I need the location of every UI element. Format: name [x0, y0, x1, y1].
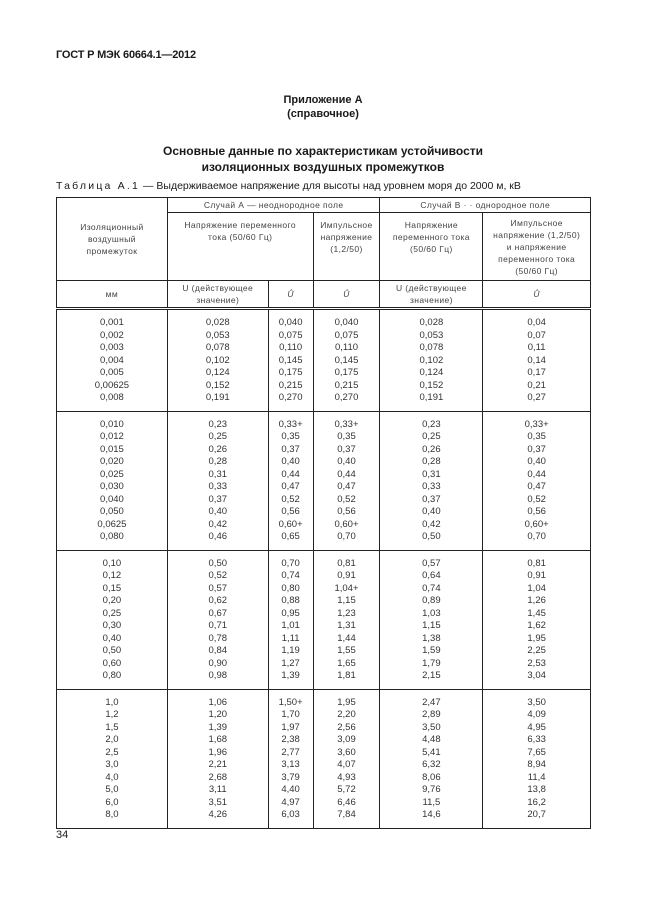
table-cell-value: 4,26: [208, 809, 228, 820]
table-cell-value: 11,4: [527, 771, 546, 783]
table-cell-value: 0,23: [422, 418, 441, 430]
table-cell-value: 0,47: [337, 481, 356, 492]
table-cell-value: 3,11: [208, 784, 227, 795]
table-cell-value: 0,080: [100, 531, 124, 542]
table-cell-value: 0,25: [422, 431, 441, 442]
table-cell-value: 0,124: [205, 367, 230, 378]
table-cell-value: 2,56: [337, 721, 356, 733]
case-b-u-peak-column: [483, 309, 591, 412]
table-cell-value: 1,70: [281, 709, 300, 720]
table-cell-value: 0,80: [102, 670, 122, 681]
table-cell-value: 0,52: [337, 493, 356, 505]
table-cell-value: 0,17: [527, 367, 546, 378]
table-cell-value: 0,075: [334, 329, 359, 341]
table-cell-value: 0,191: [205, 392, 230, 403]
table-cell-value: 0,21: [527, 379, 546, 391]
table-cell-value: 1,81: [337, 670, 356, 681]
table-cell-value: 0,020: [100, 456, 124, 467]
table-cell-value: 0,40: [102, 632, 122, 644]
table-cell-value: 2,5: [105, 746, 119, 758]
table-cell-value: 0,50: [208, 557, 228, 569]
table-cell-value: 1,23: [337, 607, 356, 619]
table-cell-value: 0,11: [527, 342, 546, 353]
table-cell-value: 0,078: [205, 342, 230, 353]
table-caption-label: Таблица А.1: [56, 180, 141, 192]
table-cell-value: 0,65: [281, 531, 300, 542]
table-cell-value: 0,70: [337, 531, 356, 542]
table-cell-value: 7,84: [337, 809, 356, 820]
table-cell-value: 1,44: [337, 632, 356, 644]
table-cell-value: 3,50: [527, 696, 546, 708]
table-cell-value: 0,23: [208, 418, 228, 430]
case-a-u-peak-impulse-column: [313, 411, 380, 550]
table-cell-value: 3,13: [281, 759, 300, 770]
table-cell-value: 0,81: [527, 557, 546, 569]
table-cell-value: 0,145: [278, 354, 303, 366]
table-cell-value: 1,0: [105, 696, 119, 708]
table-cell-value: 0,28: [422, 456, 441, 467]
table-cell-value: 0,003: [100, 342, 124, 353]
case-a-u-peak-impulse-column: [313, 689, 380, 828]
table-cell-value: 0,10: [102, 557, 122, 569]
table-caption-text: — Выдерживаемое напряжение для высоты над уровнем моря до 2000 м, кВ: [140, 180, 521, 192]
table-cell-value: 5,72: [337, 784, 356, 795]
table-cell-value: 0,25: [102, 607, 122, 619]
table-cell-value: 0,91: [337, 570, 356, 581]
table-cell-value: 1,03: [422, 607, 441, 619]
table-cell-value: 6,32: [422, 759, 441, 770]
table-cell-value: 0,33+: [334, 418, 359, 430]
table-cell-value: 0,040: [278, 317, 303, 328]
table-cell-value: 1,11: [281, 632, 300, 644]
table-row-group: [57, 689, 591, 828]
table-cell-value: 0,001: [100, 317, 124, 328]
table-cell-value: 1,06: [208, 696, 228, 708]
case-b-u-peak-column: [483, 689, 591, 828]
table-cell-value: 0,0625: [97, 518, 127, 530]
case-a-u-rms-column: [167, 309, 268, 412]
table-cell-value: 1,62: [527, 620, 546, 631]
gap-column: [57, 411, 168, 550]
table-cell-value: 0,33+: [524, 418, 549, 430]
table-cell-value: 0,50: [422, 531, 441, 542]
case-a-u-peak-ac-column: [268, 689, 313, 828]
header-b-ac-voltage: Напряжение переменного тока (50/60 Гц): [380, 213, 483, 281]
case-b-u-peak-column: [483, 550, 591, 689]
table-cell-value: 0,152: [205, 379, 230, 391]
table-cell-value: 1,2: [105, 709, 119, 720]
table-cell-value: 1,95: [527, 632, 546, 644]
case-a-u-rms-column: [167, 550, 268, 689]
document-header: ГОСТ Р МЭК 60664.1—2012: [56, 49, 196, 61]
table-cell-value: 1,68: [208, 734, 228, 745]
table-cell-value: 0,40: [422, 506, 441, 517]
table-cell-value: 1,15: [422, 620, 441, 631]
table-cell-value: 5,0: [105, 784, 119, 795]
table-cell-value: 14,6: [422, 809, 441, 820]
table-cell-value: 1,59: [422, 645, 441, 656]
table-cell-value: 0,56: [527, 506, 546, 517]
table-cell-value: 1,97: [281, 721, 300, 733]
table-cell-value: 0,110: [279, 342, 303, 353]
table-cell-value: 0,98: [208, 670, 228, 681]
table-cell-value: 8,0: [105, 809, 119, 820]
header-a-impulse-voltage: Импульсное напряжение (1,2/50): [313, 213, 380, 281]
table-cell-value: 3,79: [281, 771, 300, 783]
table-cell-value: 1,20: [208, 709, 228, 720]
table-cell-value: 0,37: [337, 443, 356, 455]
table-cell-value: 2,53: [527, 657, 546, 669]
table-cell-value: 0,27: [527, 392, 546, 403]
table-cell-value: 0,52: [527, 493, 546, 505]
case-b-u-peak-column: [483, 411, 591, 550]
table-cell-value: 0,35: [337, 431, 356, 442]
table-cell-value: 0,12: [102, 570, 122, 581]
table-cell-value: 0,40: [208, 506, 228, 517]
table-cell-value: 0,60+: [524, 518, 549, 530]
table-cell-value: 0,74: [281, 570, 300, 581]
table-cell-value: 2,77: [281, 746, 300, 758]
header-a-u-rms: U (действующее значение): [167, 281, 268, 309]
table-cell-value: 0,52: [281, 493, 300, 505]
table-cell-value: 2,25: [527, 645, 546, 656]
case-b-u-rms-column: [380, 689, 483, 828]
table-cell-value: 11,5: [422, 796, 441, 808]
case-a-u-peak-impulse-column: [313, 550, 380, 689]
table-cell-value: 4,95: [527, 721, 546, 733]
table-cell-value: 0,60+: [334, 518, 359, 530]
table-cell-value: 0,270: [334, 392, 359, 403]
table-cell-value: 0,00625: [94, 379, 130, 391]
table-cell-value: 1,95: [337, 696, 356, 708]
table-cell-value: 0,15: [102, 582, 122, 594]
header-a-u-peak-impulse: Û: [313, 281, 380, 309]
table-cell-value: 6,0: [105, 796, 119, 808]
table-cell-value: 0,028: [419, 317, 444, 328]
table-cell-value: 1,96: [208, 746, 228, 758]
table-cell-value: 20,7: [527, 809, 546, 820]
table-cell-value: 1,79: [422, 657, 441, 669]
table-cell-value: 2,21: [208, 759, 228, 770]
page-number: 34: [56, 829, 69, 841]
table-cell-value: 0,26: [208, 443, 228, 455]
table-cell-value: 0,40: [527, 456, 546, 467]
table-cell-value: 0,47: [527, 481, 546, 492]
table-cell-value: 0,42: [422, 518, 441, 530]
table-cell-value: 0,78: [208, 632, 228, 644]
header-a-ac-voltage: Напряжение переменного тока (50/60 Гц): [167, 213, 313, 281]
table-cell-value: 0,028: [205, 317, 230, 328]
annex-heading: [0, 93, 646, 121]
table-row-group: [57, 309, 591, 412]
table-cell-value: 1,50+: [278, 696, 303, 708]
table-cell-value: 0,008: [100, 392, 124, 403]
table-cell-value: 0,35: [281, 431, 300, 442]
table-cell-value: 4,0: [105, 771, 119, 783]
table-cell-value: 0,50: [102, 645, 122, 656]
table-cell-value: 6,46: [337, 796, 356, 808]
table-cell-value: 0,35: [527, 431, 546, 442]
case-a-u-peak-ac-column: [268, 309, 313, 412]
table-cell-value: 0,175: [278, 367, 303, 378]
table-cell-value: 0,04: [527, 317, 546, 328]
table-cell-value: 0,60+: [278, 518, 303, 530]
table-cell-value: 0,07: [527, 329, 546, 341]
table-cell-value: 0,33: [422, 481, 441, 492]
section-title-line-1: Основные данные по характеристикам устойчивости: [163, 144, 483, 158]
table-cell-value: 0,215: [278, 379, 303, 391]
header-row-cases: [57, 198, 591, 213]
table-cell-value: 1,19: [281, 645, 300, 656]
table-cell-value: 3,50: [422, 721, 441, 733]
table-cell-value: 0,102: [205, 354, 230, 366]
table-cell-value: 1,04: [527, 582, 546, 594]
table-cell-value: 0,37: [527, 443, 546, 455]
table-cell-value: 0,040: [334, 317, 359, 328]
header-b-impulse-ac-voltage: Импульсное напряжение (1,2/50) и напряжение переменного тока (50/60 Гц): [483, 213, 591, 281]
table-cell-value: 2,0: [105, 734, 119, 745]
table-cell-value: 0,053: [419, 329, 444, 341]
table-cell-value: 16,2: [527, 796, 546, 808]
header-unit-mm: мм: [57, 281, 168, 309]
table-cell-value: 0,33: [208, 481, 228, 492]
table-cell-value: 4,40: [281, 784, 300, 795]
table-cell-value: 6,03: [281, 809, 300, 820]
table-cell-value: 0,28: [208, 456, 228, 467]
case-a-u-peak-ac-column: [268, 411, 313, 550]
table-cell-value: 0,64: [422, 570, 441, 581]
table-cell-value: 0,078: [419, 342, 444, 353]
table-row-group: [57, 550, 591, 689]
case-b-u-rms-column: [380, 550, 483, 689]
table-cell-value: 4,93: [337, 771, 356, 783]
table-cell-value: 2,47: [422, 696, 441, 708]
table-cell-value: 0,84: [208, 645, 228, 656]
case-b-u-rms-column: [380, 411, 483, 550]
table-cell-value: 0,44: [527, 468, 546, 480]
table-cell-value: 3,09: [337, 734, 356, 745]
table-cell-value: 0,110: [334, 342, 359, 353]
table-cell-value: 0,60: [102, 657, 122, 669]
table-cell-value: 2,20: [337, 709, 356, 720]
withstand-voltage-table: [56, 197, 591, 829]
table-cell-value: 1,39: [208, 721, 228, 733]
table-cell-value: 0,152: [419, 379, 444, 391]
table-cell-value: 4,09: [527, 709, 546, 720]
table-cell-value: 1,55: [337, 645, 356, 656]
table-cell-value: 0,40: [337, 456, 356, 467]
table-cell-value: 0,56: [337, 506, 356, 517]
table-cell-value: 0,91: [527, 570, 546, 581]
table-cell-value: 0,145: [334, 354, 359, 366]
table-cell-value: 1,45: [527, 607, 546, 619]
table-cell-value: 0,95: [281, 607, 300, 619]
table-cell-value: 0,040: [100, 493, 124, 505]
table-cell-value: 0,175: [334, 367, 359, 378]
table-cell-value: 1,65: [337, 657, 356, 669]
table-cell-value: 0,30: [102, 620, 122, 631]
header-case-b: Случай В · · однородное поле: [380, 198, 591, 213]
table-cell-value: 0,31: [208, 468, 228, 480]
table-cell-value: 0,52: [208, 570, 228, 581]
table-cell-value: 0,102: [419, 354, 444, 366]
table-cell-value: 3,51: [208, 796, 228, 808]
table-cell-value: 4,97: [281, 796, 300, 808]
table-cell-value: 0,37: [422, 493, 441, 505]
table-cell-value: 8,06: [422, 771, 441, 783]
table-row-group: [57, 411, 591, 550]
table-cell-value: 0,20: [102, 595, 122, 606]
table-cell-value: 3,60: [337, 746, 356, 758]
table-cell-value: 1,27: [281, 657, 300, 669]
table-cell-value: 0,47: [281, 481, 300, 492]
case-a-u-peak-impulse-column: [313, 309, 380, 412]
table-cell-value: 1,5: [105, 721, 119, 733]
gap-column: [57, 689, 168, 828]
header-a-u-peak-ac: Û: [268, 281, 313, 309]
table-cell-value: 0,075: [278, 329, 303, 341]
table-cell-value: 1,38: [422, 632, 441, 644]
table-cell-value: 0,44: [337, 468, 356, 480]
table-cell-value: 9,76: [422, 784, 441, 795]
table-cell-value: 0,80: [281, 582, 300, 594]
table-cell-value: 0,030: [100, 481, 124, 492]
table-cell-value: 8,94: [527, 759, 546, 770]
table-cell-value: 1,01: [281, 620, 300, 631]
table-cell-value: 6,33: [527, 734, 546, 745]
table-cell-value: 0,74: [422, 582, 441, 594]
table-cell-value: 0,050: [100, 506, 124, 517]
section-title: [0, 143, 646, 175]
annex-title: Приложение А: [283, 94, 363, 106]
table-caption: [56, 180, 521, 192]
header-row-units: [57, 281, 591, 309]
table-cell-value: 0,57: [208, 582, 228, 594]
table-cell-value: 2,89: [422, 709, 441, 720]
table-cell-value: 0,012: [100, 431, 124, 442]
table-cell-value: 0,004: [100, 354, 124, 366]
table-cell-value: 0,57: [422, 557, 441, 569]
table-cell-value: 0,37: [208, 493, 228, 505]
table-cell-value: 0,42: [208, 518, 228, 530]
table-cell-value: 0,053: [205, 329, 230, 341]
table-cell-value: 0,14: [527, 354, 546, 366]
table-cell-value: 0,62: [208, 595, 228, 606]
table-cell-value: 1,26: [527, 595, 546, 606]
table-cell-value: 0,26: [422, 443, 441, 455]
table-cell-value: 0,31: [422, 468, 441, 480]
table-cell-value: 13,8: [527, 784, 546, 795]
table-cell-value: 1,31: [337, 620, 356, 631]
table-cell-value: 2,15: [422, 670, 441, 681]
table-cell-value: 0,025: [100, 468, 124, 480]
table-cell-value: 0,33+: [278, 418, 303, 430]
gap-column: [57, 550, 168, 689]
table-cell-value: 0,70: [527, 531, 546, 542]
table-cell-value: 0,215: [334, 379, 359, 391]
table-cell-value: 2,38: [281, 734, 300, 745]
section-title-line-2: изоляционных воздушных промежутков: [201, 160, 445, 174]
table-cell-value: 0,002: [100, 329, 124, 341]
table-cell-value: 0,010: [100, 418, 124, 430]
table-cell-value: 0,191: [419, 392, 444, 403]
table-cell-value: 0,124: [419, 367, 444, 378]
table-cell-value: 0,81: [337, 557, 356, 569]
header-case-a: Случай А — неоднородное поле: [167, 198, 380, 213]
table-cell-value: 1,15: [337, 595, 356, 606]
case-a-u-rms-column: [167, 689, 268, 828]
case-a-u-rms-column: [167, 411, 268, 550]
annex-type: (справочное): [287, 108, 359, 120]
table-cell-value: 0,40: [281, 456, 300, 467]
case-b-u-rms-column: [380, 309, 483, 412]
table-cell-value: 0,25: [208, 431, 228, 442]
table-cell-value: 0,37: [281, 443, 300, 455]
table-cell-value: 0,015: [100, 443, 124, 455]
table-cell-value: 0,67: [208, 607, 228, 619]
table-cell-value: 0,70: [281, 557, 300, 569]
gap-column: [57, 309, 168, 412]
case-a-u-peak-ac-column: [268, 550, 313, 689]
table-cell-value: 7,65: [527, 746, 546, 758]
header-b-u-rms: U (действующее значение): [380, 281, 483, 309]
header-gap: Изоляционный воздушный промежуток: [57, 198, 168, 281]
table-cell-value: 0,89: [422, 595, 441, 606]
table-cell-value: 3,04: [527, 670, 546, 681]
header-b-u-peak: Û: [483, 281, 591, 309]
table-cell-value: 5,41: [422, 746, 441, 758]
table-cell-value: 3,0: [105, 759, 119, 770]
table-cell-value: 0,71: [208, 620, 228, 631]
table-cell-value: 0,005: [100, 367, 124, 378]
table-cell-value: 1,39: [281, 670, 300, 681]
table-cell-value: 0,46: [208, 531, 228, 542]
table-cell-value: 0,44: [281, 468, 300, 480]
table-cell-value: 1,04+: [334, 582, 359, 594]
table-cell-value: 4,48: [422, 734, 441, 745]
table-cell-value: 0,56: [281, 506, 300, 517]
table-cell-value: 2,68: [208, 771, 228, 783]
table-cell-value: 0,90: [208, 657, 228, 669]
table-cell-value: 0,270: [278, 392, 303, 403]
table-cell-value: 0,88: [281, 595, 300, 606]
table-cell-value: 4,07: [337, 759, 356, 770]
